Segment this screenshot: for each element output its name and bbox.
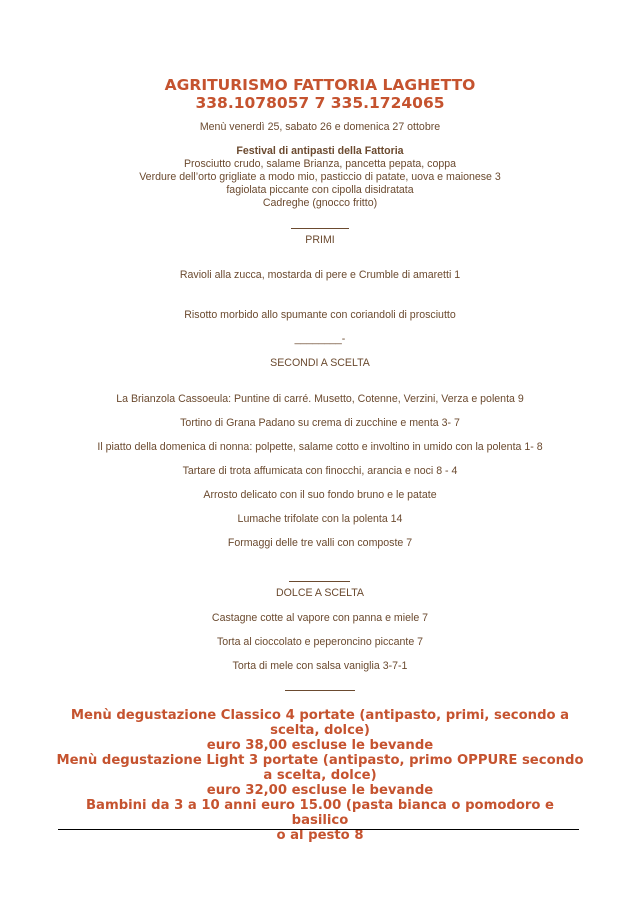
secondi-item: Arrosto delicato con il suo fondo bruno e le patate — [203, 489, 437, 501]
tasting-menu-line: a scelta, dolce) — [263, 768, 377, 783]
secondi-item: Formaggi delle tre valli con composte 7 — [227, 537, 413, 549]
tasting-menu-line: euro 38,00 escluse le bevande — [206, 738, 434, 753]
dolce-item: Castagne cotte al vapore con panna e miele 7 — [211, 612, 429, 624]
secondi-item: Il piatto della domenica di nonna: polpette, salame cotto e involtino in umido con la polenta 1- 8 — [97, 441, 543, 453]
antipasti-item: Cadreghe (gnocco fritto) — [262, 197, 378, 209]
primi-heading: PRIMI — [305, 234, 335, 246]
section-divider — [289, 581, 350, 582]
tasting-menu-line: scelta, dolce) — [270, 723, 370, 738]
secondi-item: La Brianzola Cassoeula: Puntine di carré. Musetto, Cotenne, Verzini, Verza e polenta 9 — [116, 393, 524, 405]
footer-rule — [58, 829, 579, 830]
secondi-item: Lumache trifolate con la polenta 14 — [237, 513, 403, 525]
secondi-item: Tartare di trota affumicata con finocchi, arancia e noci 8 - 4 — [182, 465, 458, 477]
menu-dates: Menù venerdì 25, sabato 26 e domenica 27 ottobre — [199, 121, 441, 133]
tasting-menu-info — [56, 708, 584, 843]
antipasti-item: Verdure dell’orto grigliate a modo mio, pasticcio di patate, uova e maionese 3 — [139, 171, 501, 183]
restaurant-name: AGRITURISMO FATTORIA LAGHETTO — [164, 76, 476, 94]
antipasti-item: fagiolata piccante con cipolla disidratata — [226, 184, 414, 196]
tasting-menu-line: Bambini da 3 a 10 anni euro 15.00 (pasta bianca o pomodoro e basilico — [86, 798, 554, 828]
antipasti-heading: Festival di antipasti della Fattoria — [236, 145, 404, 157]
restaurant-phones: 338.1078057 7 335.1724065 — [195, 94, 445, 112]
tasting-menu-line: Menù degustazione Light 3 portate (antipasto, primo OPPURE secondo — [56, 753, 584, 768]
section-divider: ________- — [294, 333, 346, 345]
secondi-heading: SECONDI A SCELTA — [270, 357, 370, 369]
secondi-item: Tortino di Grana Padano su crema di zucchine e menta 3- 7 — [180, 417, 460, 429]
dolce-heading: DOLCE A SCELTA — [276, 587, 364, 599]
tasting-menu-line: o al pesto 8 — [276, 828, 364, 843]
section-divider — [291, 228, 349, 229]
section-divider — [285, 690, 355, 691]
antipasti-item: Prosciutto crudo, salame Brianza, pancetta pepata, coppa — [183, 158, 457, 170]
tasting-menu-line: euro 32,00 escluse le bevande — [206, 783, 434, 798]
dolce-item: Torta di mele con salsa vaniglia 3-7-1 — [232, 660, 408, 672]
dolce-item: Torta al cioccolato e peperoncino piccante 7 — [216, 636, 424, 648]
primi-item: Ravioli alla zucca, mostarda di pere e Crumble di amaretti 1 — [179, 269, 461, 281]
primi-item: Risotto morbido allo spumante con coriandoli di prosciutto — [184, 309, 456, 321]
restaurant-header — [0, 76, 640, 112]
tasting-menu-line: Menù degustazione Classico 4 portate (antipasto, primi, secondo a — [70, 708, 570, 723]
